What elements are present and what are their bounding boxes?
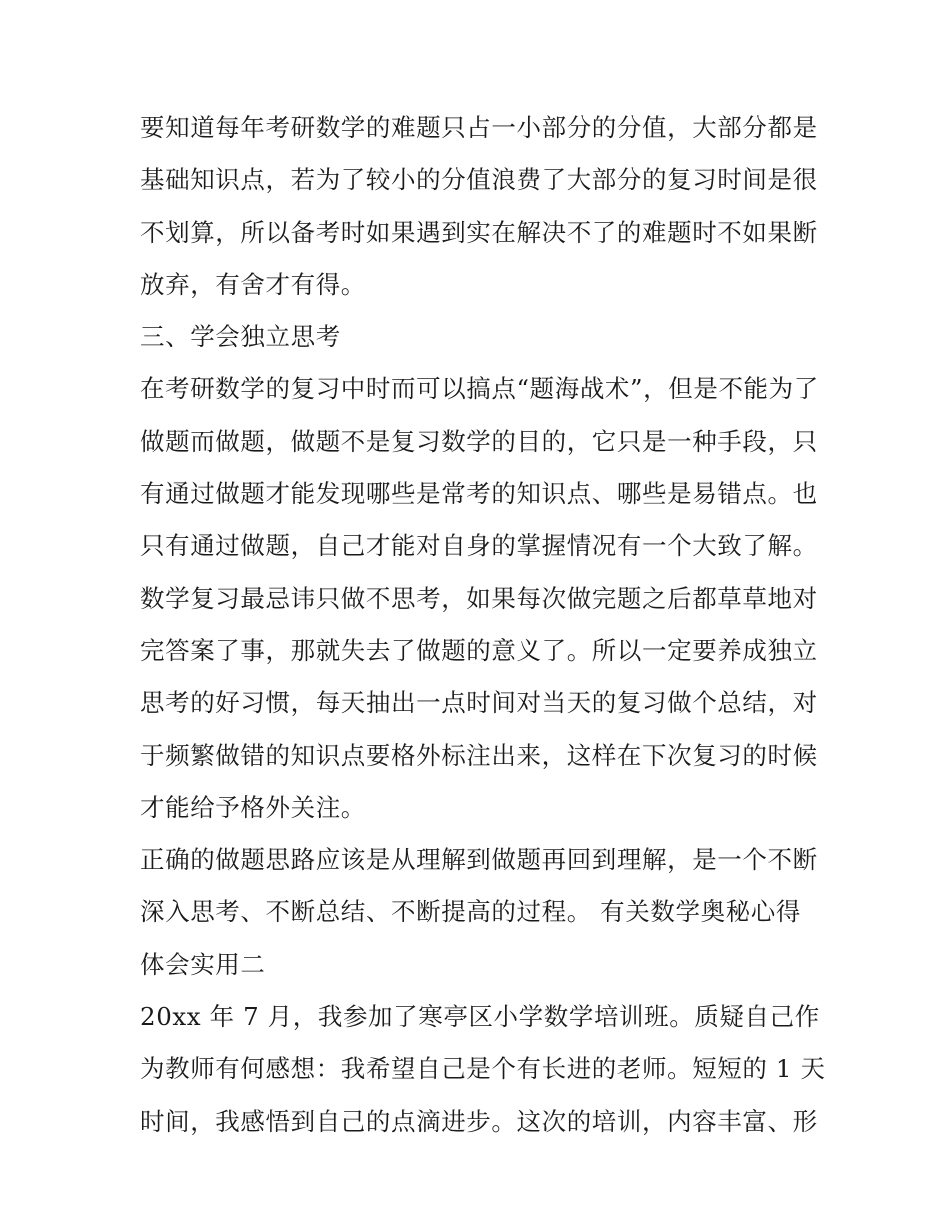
text-line: 完答案了事，那就失去了做题的意义了。所以一定要养成独立 [140,635,818,665]
text-line: 于频繁做错的知识点要格外标注出来，这样在下次复习的时候 [140,740,818,770]
text-line: 体会实用二 [140,949,266,979]
text-line: 正确的做题思路应该是从理解到做题再回到理解，是一个不断 [140,845,818,875]
text-line: 在考研数学的复习中时而可以搞点“题海战术”，但是不能为了 [140,374,819,404]
text-line: 才能给予格外关注。 [140,792,366,822]
text-line: 时间，我感悟到自己的点滴进步。这次的培训，内容丰富、形 [140,1106,818,1136]
text-line: 做题而做题，做题不是复习数学的目的，它只是一种手段，只 [140,426,818,456]
text-line: 只有通过做题，自己才能对自身的掌握情况有一个大致了解。 [140,531,818,561]
text-line: 放弃，有舍才有得。 [140,269,366,299]
text-line: 要知道每年考研数学的难题只占一小部分的分值，大部分都是 [140,113,818,142]
text-line: 20xx 年 7 月，我参加了寒亭区小学数学培训班。质疑自己作 [140,1002,820,1032]
text-line: 思考的好习惯，每天抽出一点时间对当天的复习做个总结，对 [140,688,818,718]
text-line: 数学复习最忌讳只做不思考，如果每次做完题之后都草草地对 [140,583,818,613]
text-line: 深入思考、不断总结、不断提高的过程。 有关数学奥秘心得 [140,897,801,927]
text-line: 基础知识点，若为了较小的分值浪费了大部分的复习时间是很 [140,165,818,195]
text-line: 为教师有何感想：我希望自己是个有长进的老师。短短的 1 天 [140,1054,826,1084]
text-line: 有通过做题才能发现哪些是常考的知识点、哪些是易错点。也 [140,479,818,509]
document-body [140,102,830,1148]
text-line: 不划算，所以备考时如果遇到实在解决不了的难题时不如果断 [140,217,818,247]
section-heading: 三、学会独立思考 [140,322,341,352]
